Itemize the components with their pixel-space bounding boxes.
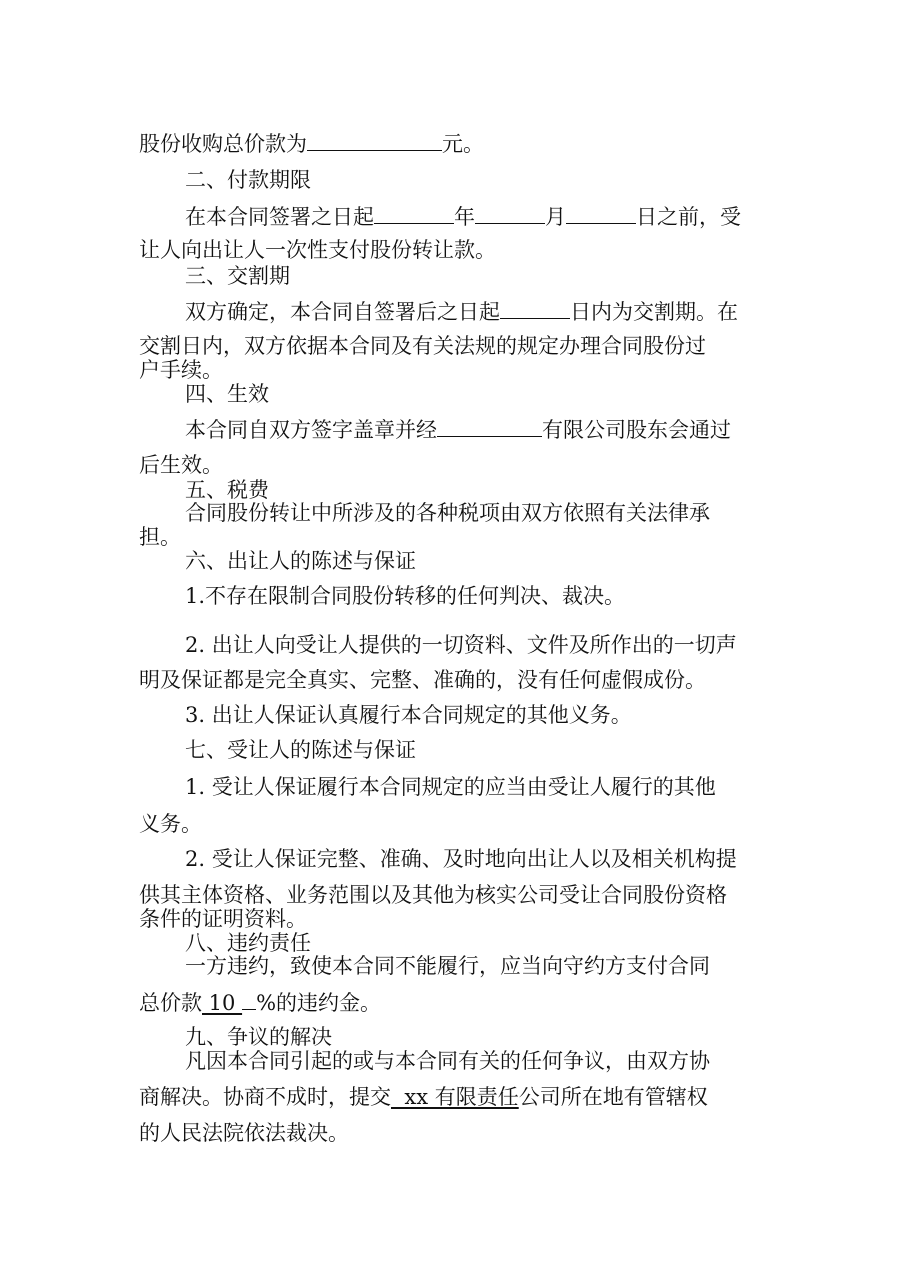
- paragraph-line: 合同股份转让中所涉及的各种税项由双方依照有关法律承: [185, 501, 710, 525]
- text-segment: 有限公司股东会通过: [542, 418, 731, 442]
- fill-blank: [475, 203, 545, 224]
- text-segment: 年: [454, 205, 475, 229]
- paragraph-line: 一方违约，致使本合同不能履行，应当向守约方支付合同: [185, 954, 710, 978]
- fill-blank: [500, 298, 570, 319]
- penalty-percent-value: 10: [202, 991, 243, 1015]
- fill-blank: [566, 203, 636, 224]
- section-heading: 五、税费: [185, 478, 269, 502]
- text-segment: 日内为交割期。在: [570, 300, 738, 324]
- fill-blank: [242, 989, 256, 1010]
- text-segment: 股份收购总价款为: [139, 132, 307, 156]
- paragraph-line: 让人向出让人一次性支付股份转让款。: [139, 238, 496, 262]
- paragraph-line: [185, 416, 825, 443]
- paragraph-line: 2. 受让人保证完整、准确、及时地向出让人以及相关机构提: [185, 847, 737, 871]
- text-segment: 商解决。协商不成时，提交: [139, 1085, 391, 1109]
- paragraph-line: [139, 989, 779, 1016]
- paragraph-line: 担。: [139, 525, 181, 549]
- paragraph-line: 户手续。: [139, 358, 223, 382]
- section-heading: 九、争议的解决: [185, 1025, 332, 1049]
- paragraph-line: 供其主体资格、业务范围以及其他为核实公司受让合同股份资格: [139, 883, 727, 907]
- paragraph-line: 1. 受让人保证履行本合同规定的应当由受让人履行的其他: [185, 775, 716, 799]
- paragraph-line: [139, 130, 779, 157]
- fill-blank: [374, 203, 454, 224]
- paragraph-line: 明及保证都是完全真实、完整、准确的，没有任何虚假成份。: [139, 668, 706, 692]
- fill-blank: [437, 416, 542, 437]
- paragraph-line: 义务。: [139, 812, 202, 836]
- paragraph-line: 交割日内，双方依据本合同及有关法规的规定办理合同股份过: [139, 334, 706, 358]
- paragraph-line: [185, 298, 825, 325]
- text-segment: 公司所在地有管辖权: [518, 1085, 708, 1109]
- paragraph-line: 后生效。: [139, 453, 223, 477]
- text-segment: 本合同自双方签字盖章并经: [185, 418, 437, 442]
- section-heading: 六、出让人的陈述与保证: [185, 549, 416, 573]
- paragraph-line: [185, 203, 825, 230]
- fill-blank: [307, 130, 442, 151]
- text-segment: 月: [545, 205, 566, 229]
- text-segment: 在本合同签署之日起: [185, 205, 374, 229]
- court-company-value: xx 有限责任: [391, 1085, 519, 1109]
- paragraph-line: 2. 出让人向受让人提供的一切资料、文件及所作出的一切声: [185, 633, 737, 657]
- text-segment: 总价款: [139, 991, 202, 1015]
- text-segment: 日之前，受: [636, 205, 741, 229]
- text-segment: 元。: [442, 132, 484, 156]
- text-segment: %的违约金。: [256, 991, 382, 1015]
- paragraph-line: 凡因本合同引起的或与本合同有关的任何争议，由双方协: [185, 1049, 710, 1073]
- paragraph-line: 的人民法院依法裁决。: [139, 1121, 349, 1145]
- paragraph-line: 3. 出让人保证认真履行本合同规定的其他义务。: [185, 703, 632, 727]
- section-heading: 八、违约责任: [185, 931, 311, 955]
- paragraph-line: [139, 1084, 779, 1110]
- section-heading: 七、受让人的陈述与保证: [185, 738, 416, 762]
- section-heading: 四、生效: [185, 382, 269, 406]
- paragraph-line: 条件的证明资料。: [139, 907, 307, 931]
- text-segment: 双方确定，本合同自签署后之日起: [185, 300, 500, 324]
- section-heading: 二、付款期限: [185, 168, 311, 192]
- paragraph-line: 1.不存在限制合同股份转移的任何判决、裁决。: [185, 584, 626, 608]
- section-heading: 三、交割期: [185, 264, 290, 288]
